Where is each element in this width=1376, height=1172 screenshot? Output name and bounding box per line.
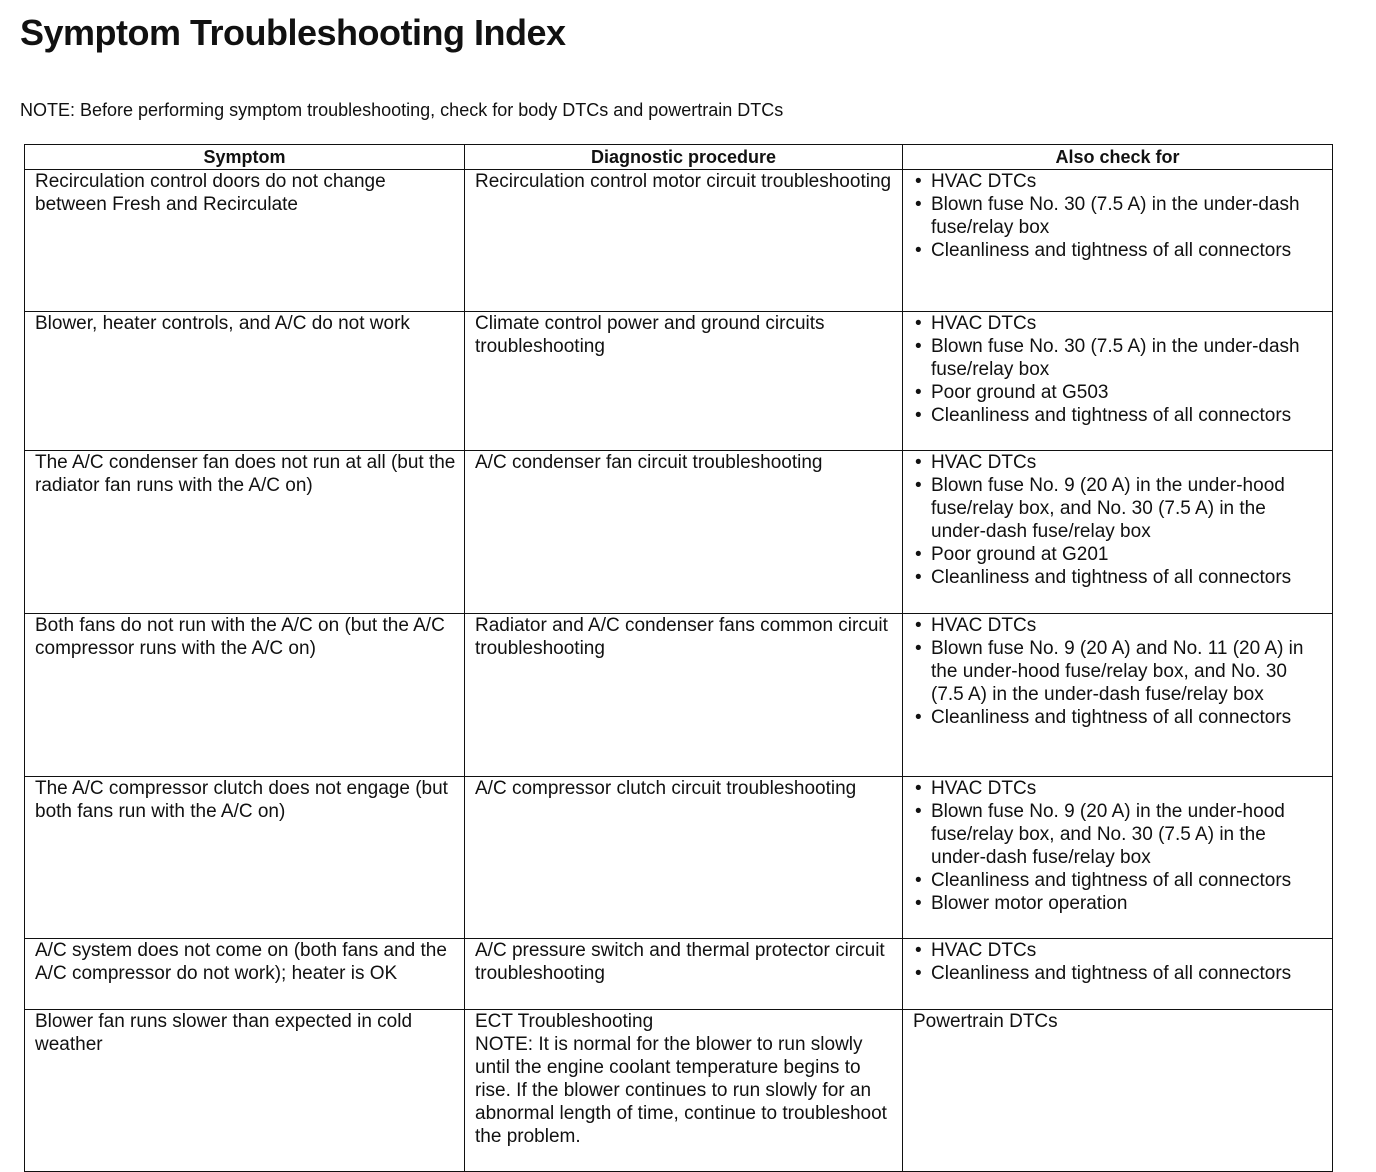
procedure-cell <box>465 312 903 451</box>
check-list <box>913 451 1324 589</box>
check-list <box>913 614 1324 729</box>
symptom-cell: Both fans do not run with the A/C on (but the A/C compressor runs with the A/C on) <box>25 614 465 777</box>
check-item: • Blown fuse No. 9 (20 A) and No. 11 (20 A) in the under-hood fuse/relay box, and No. 30 (7.5 A) in the under-dash fuse/relay box <box>913 637 1324 706</box>
symptom-cell: The A/C condenser fan does not run at all (but the radiator fan runs with the A/C on) <box>25 451 465 614</box>
procedure-line: Climate control power and ground circuits troubleshooting <box>475 313 825 357</box>
also-check-cell <box>903 170 1333 312</box>
also-check-cell <box>903 312 1333 451</box>
symptom-table <box>24 144 1333 1172</box>
procedure-cell <box>465 451 903 614</box>
check-item: • Poor ground at G503 <box>913 381 1324 404</box>
check-item: • Blown fuse No. 30 (7.5 A) in the under-dash fuse/relay box <box>913 193 1324 239</box>
procedure-cell <box>465 777 903 939</box>
procedure-line: Radiator and A/C condenser fans common circuit troubleshooting <box>475 615 888 659</box>
check-item: • HVAC DTCs <box>913 451 1324 474</box>
table-row <box>25 1010 1333 1172</box>
check-item: • Blown fuse No. 30 (7.5 A) in the under-dash fuse/relay box <box>913 335 1324 381</box>
table-row <box>25 170 1333 312</box>
check-item: • Blown fuse No. 9 (20 A) in the under-hood fuse/relay box, and No. 30 (7.5 A) in the under-dash fuse/relay box <box>913 800 1324 869</box>
procedure-line: A/C condenser fan circuit troubleshooting <box>475 452 823 473</box>
check-item: • HVAC DTCs <box>913 312 1324 335</box>
check-item: • Cleanliness and tightness of all connectors <box>913 869 1324 892</box>
header-diagnostic-procedure: Diagnostic procedure <box>465 145 903 170</box>
symptom-cell: Blower, heater controls, and A/C do not work <box>25 312 465 451</box>
check-list <box>913 312 1324 427</box>
symptom-cell: Blower fan runs slower than expected in cold weather <box>25 1010 465 1172</box>
table-row <box>25 312 1333 451</box>
also-check-cell: Powertrain DTCs <box>903 1010 1333 1172</box>
procedure-line: Recirculation control motor circuit troubleshooting <box>475 171 892 192</box>
header-also-check-for: Also check for <box>903 145 1333 170</box>
check-item: • Poor ground at G201 <box>913 543 1324 566</box>
procedure-line: A/C compressor clutch circuit troubleshooting <box>475 778 857 799</box>
symptom-cell: A/C system does not come on (both fans and the A/C compressor do not work); heater is OK <box>25 939 465 1010</box>
also-check-cell <box>903 777 1333 939</box>
check-item: • Cleanliness and tightness of all connectors <box>913 706 1324 729</box>
symptom-cell: Recirculation control doors do not change between Fresh and Recirculate <box>25 170 465 312</box>
table-row <box>25 939 1333 1010</box>
check-list <box>913 777 1324 915</box>
check-item: • HVAC DTCs <box>913 939 1324 962</box>
check-item: • HVAC DTCs <box>913 170 1324 193</box>
also-check-cell <box>903 614 1333 777</box>
check-item: • Cleanliness and tightness of all connectors <box>913 962 1324 985</box>
page-title: Symptom Troubleshooting Index <box>20 12 566 53</box>
table-row <box>25 777 1333 939</box>
check-list <box>913 170 1324 262</box>
table-row <box>25 614 1333 777</box>
check-item: • Cleanliness and tightness of all connectors <box>913 404 1324 427</box>
also-check-cell <box>903 451 1333 614</box>
header-symptom: Symptom <box>25 145 465 170</box>
table-header-row <box>25 145 1333 170</box>
procedure-cell <box>465 170 903 312</box>
check-list <box>913 939 1324 985</box>
check-item: • Blown fuse No. 9 (20 A) in the under-hood fuse/relay box, and No. 30 (7.5 A) in the under-dash fuse/relay box <box>913 474 1324 543</box>
also-check-cell <box>903 939 1333 1010</box>
symptom-cell: The A/C compressor clutch does not engage (but both fans run with the A/C on) <box>25 777 465 939</box>
note-text: NOTE: Before performing symptom troubleshooting, check for body DTCs and powertrain DTCs <box>20 100 784 120</box>
check-item: • HVAC DTCs <box>913 614 1324 637</box>
procedure-cell <box>465 939 903 1010</box>
table-row <box>25 451 1333 614</box>
procedure-cell <box>465 614 903 777</box>
check-item: • Cleanliness and tightness of all connectors <box>913 566 1324 589</box>
procedure-note: NOTE: It is normal for the blower to run slowly until the engine coolant temperature begins to rise. If the blower continues to run slowly for an abnormal length of time, continue to troubleshoot the problem. <box>475 1034 887 1147</box>
procedure-line: ECT Troubleshooting <box>475 1011 654 1032</box>
procedure-line: A/C pressure switch and thermal protector circuit troubleshooting <box>475 940 885 984</box>
procedure-cell <box>465 1010 903 1172</box>
check-item: • Blower motor operation <box>913 892 1324 915</box>
check-item: • Cleanliness and tightness of all connectors <box>913 239 1324 262</box>
check-item: • HVAC DTCs <box>913 777 1324 800</box>
